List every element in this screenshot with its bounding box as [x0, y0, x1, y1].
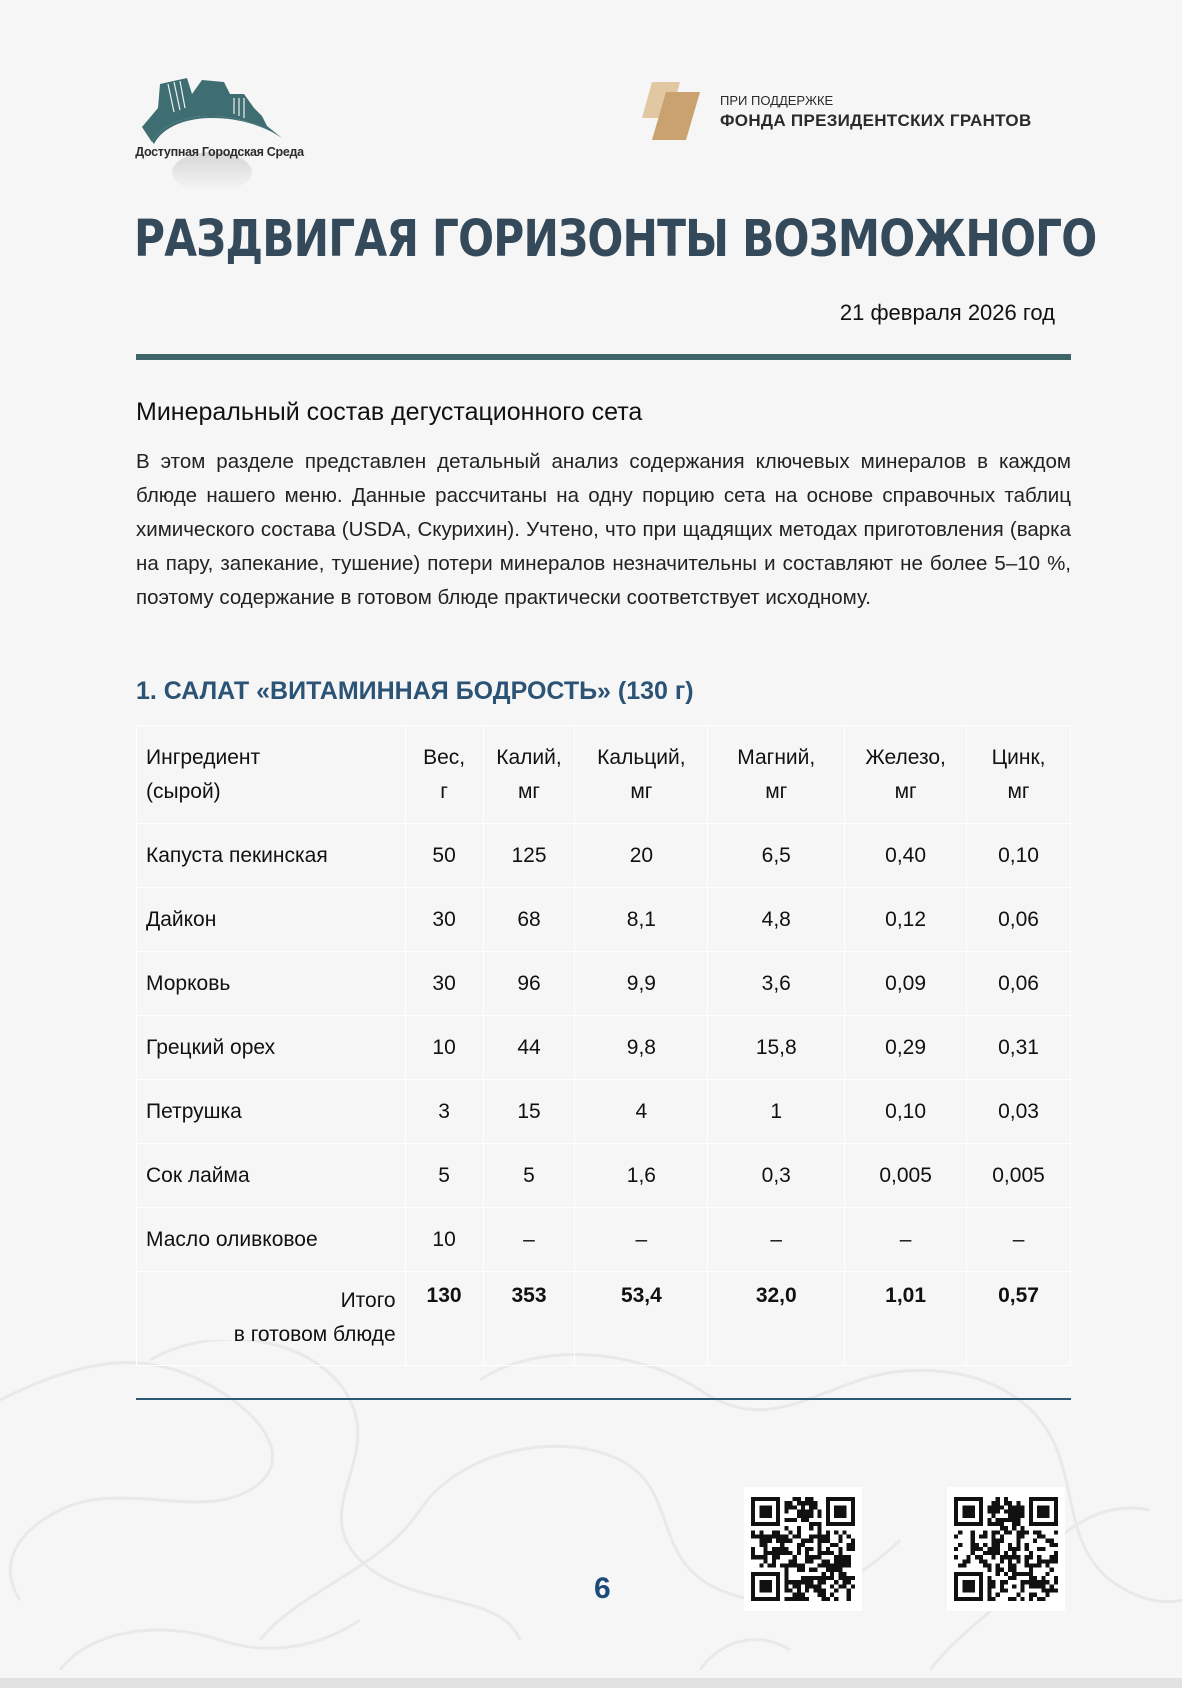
total-weight: 130	[405, 1272, 483, 1366]
cell-magnesium: 1	[708, 1080, 845, 1144]
page-number: 6	[594, 1572, 611, 1605]
header-potassium: Калий, мг	[483, 726, 575, 824]
cell-calcium: –	[575, 1208, 708, 1272]
cell-magnesium: 6,5	[708, 824, 845, 888]
cell-calcium: 20	[575, 824, 708, 888]
total-magnesium: 32,0	[708, 1272, 845, 1366]
qr-code-2[interactable]	[947, 1487, 1065, 1611]
cell-weight: 3	[405, 1080, 483, 1144]
cell-ingredient: Морковь	[137, 952, 406, 1016]
cell-magnesium: 3,6	[708, 952, 845, 1016]
left-logo-text: Доступная Городская Среда	[135, 145, 304, 159]
cell-iron: 0,29	[845, 1016, 967, 1080]
cell-ingredient: Грецкий орех	[137, 1016, 406, 1080]
header-zinc: Цинк, мг	[967, 726, 1071, 824]
table-row	[137, 888, 1071, 952]
cell-magnesium: –	[708, 1208, 845, 1272]
footer-divider	[136, 1398, 1071, 1400]
grants-emblem-icon	[640, 78, 715, 148]
qr-code-icon	[751, 1495, 855, 1603]
table-row	[137, 824, 1071, 888]
cell-ingredient: Дайкон	[137, 888, 406, 952]
table-total-row	[137, 1272, 1071, 1366]
cell-zinc: 0,005	[967, 1144, 1071, 1208]
fund-name: ФОНДА ПРЕЗИДЕНТСКИХ ГРАНТОВ	[720, 111, 1032, 130]
table-row	[137, 1144, 1071, 1208]
document-date: 21 февраля 2026 год	[839, 300, 1055, 325]
city-skyline-logo	[112, 72, 327, 202]
header-calcium: Кальций, мг	[575, 726, 708, 824]
header-iron: Железо, мг	[845, 726, 967, 824]
cell-calcium: 9,9	[575, 952, 708, 1016]
cell-potassium: 15	[483, 1080, 575, 1144]
header-magnesium: Магний, мг	[708, 726, 845, 824]
total-zinc: 0,57	[967, 1272, 1071, 1366]
cell-calcium: 8,1	[575, 888, 708, 952]
cell-iron: 0,12	[845, 888, 967, 952]
cell-magnesium: 15,8	[708, 1016, 845, 1080]
cell-zinc: 0,10	[967, 824, 1071, 888]
main-title: РАЗДВИГАЯ ГОРИЗОНТЫ ВОЗМОЖНОГО	[134, 210, 1097, 269]
cell-ingredient: Масло оливковое	[137, 1208, 406, 1272]
cell-weight: 30	[405, 952, 483, 1016]
total-iron: 1,01	[845, 1272, 967, 1366]
support-text: ПРИ ПОДДЕРЖКЕ	[720, 93, 834, 108]
table-row	[137, 1208, 1071, 1272]
cell-ingredient: Капуста пекинская	[137, 824, 406, 888]
cell-calcium: 1,6	[575, 1144, 708, 1208]
cell-potassium: 96	[483, 952, 575, 1016]
cell-ingredient: Сок лайма	[137, 1144, 406, 1208]
header-divider	[136, 354, 1071, 360]
table-row	[137, 952, 1071, 1016]
cell-potassium: 68	[483, 888, 575, 952]
cell-iron: –	[845, 1208, 967, 1272]
table-header-row	[137, 726, 1071, 824]
total-calcium: 53,4	[575, 1272, 708, 1366]
presidential-grants-logo	[640, 78, 1080, 148]
city-environment-logo	[112, 72, 327, 202]
cell-iron: 0,005	[845, 1144, 967, 1208]
cell-calcium: 4	[575, 1080, 708, 1144]
cell-magnesium: 0,3	[708, 1144, 845, 1208]
total-potassium: 353	[483, 1272, 575, 1366]
cell-weight: 5	[405, 1144, 483, 1208]
section-intro: В этом разделе представлен детальный анализ содержания ключевых минералов в каждом блюде нашего меню. Данные рассчитаны на одну порцию сета на основе справочных таблиц химического состава (USDA, Скурихин). Учтено, что при щадящих методах приготовления (варка на пару, запекание, тушение) потери минералов незначительны и составляют не более 5–10 %, поэтому содержание в готовом блюде практически соответствует исходному.	[136, 450, 1071, 609]
table-row	[137, 1016, 1071, 1080]
table-row	[137, 1080, 1071, 1144]
cell-weight: 10	[405, 1208, 483, 1272]
header-ingredient: Ингредиент (сырой)	[137, 726, 406, 824]
cell-weight: 30	[405, 888, 483, 952]
page-bottom-edge	[0, 1678, 1182, 1688]
cell-weight: 50	[405, 824, 483, 888]
cell-zinc: 0,06	[967, 888, 1071, 952]
cell-potassium: 125	[483, 824, 575, 888]
qr-code-icon	[954, 1495, 1058, 1603]
header-weight: Вес, г	[405, 726, 483, 824]
cell-potassium: 5	[483, 1144, 575, 1208]
cell-iron: 0,10	[845, 1080, 967, 1144]
qr-code-1[interactable]	[744, 1487, 862, 1611]
total-label: Итого в готовом блюде	[137, 1272, 406, 1366]
cell-iron: 0,09	[845, 952, 967, 1016]
cell-ingredient: Петрушка	[137, 1080, 406, 1144]
section-title: Минеральный состав дегустационного сета	[136, 398, 643, 426]
cell-weight: 10	[405, 1016, 483, 1080]
cell-magnesium: 4,8	[708, 888, 845, 952]
dish-title: 1. САЛАТ «ВИТАМИННАЯ БОДРОСТЬ» (130 г)	[136, 677, 694, 705]
cell-zinc: –	[967, 1208, 1071, 1272]
cell-potassium: –	[483, 1208, 575, 1272]
cell-potassium: 44	[483, 1016, 575, 1080]
cell-zinc: 0,06	[967, 952, 1071, 1016]
cell-iron: 0,40	[845, 824, 967, 888]
minerals-table	[136, 725, 1071, 1366]
cell-calcium: 9,8	[575, 1016, 708, 1080]
cell-zinc: 0,31	[967, 1016, 1071, 1080]
cell-zinc: 0,03	[967, 1080, 1071, 1144]
